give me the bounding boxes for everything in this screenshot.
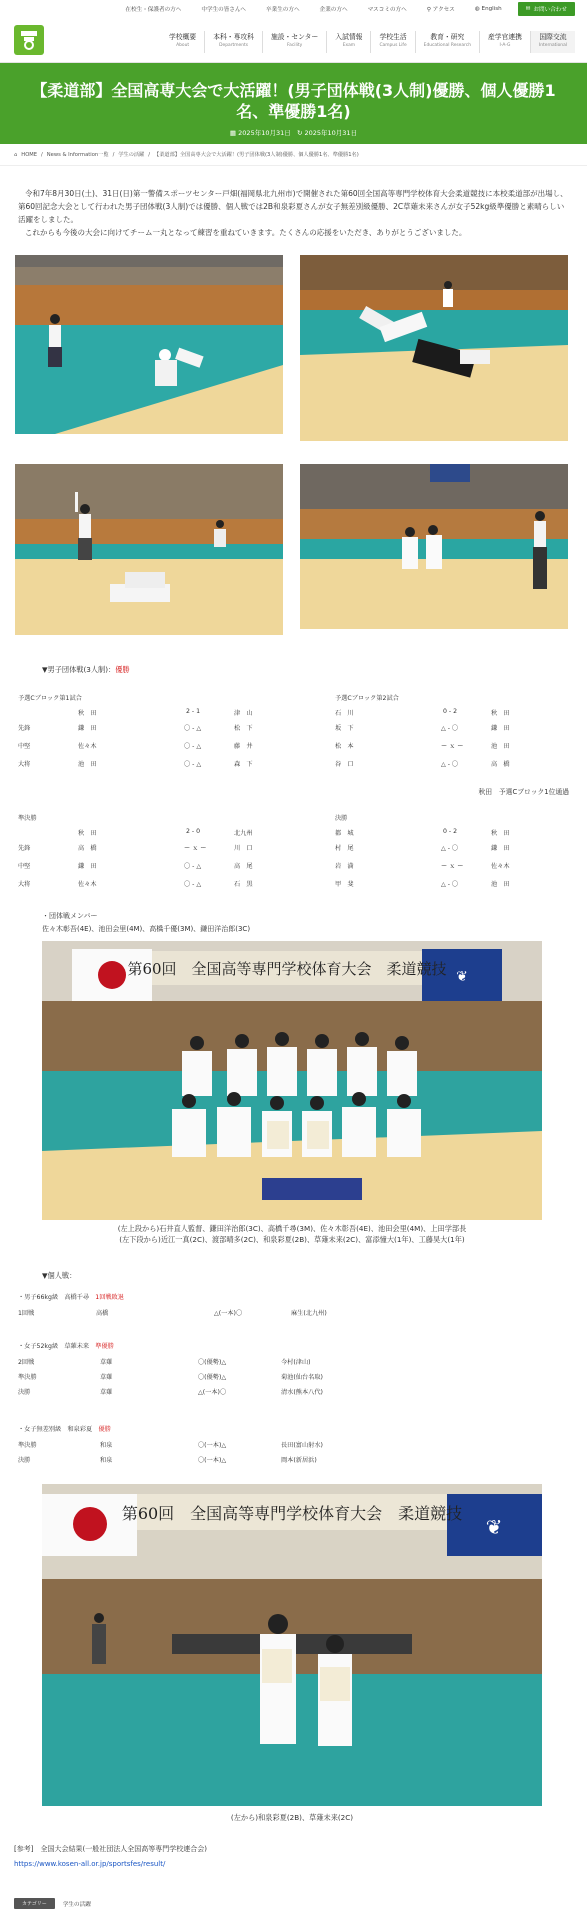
nav-label: 本科・専攻科 — [213, 33, 254, 41]
school-logo[interactable] — [14, 25, 44, 55]
nav-facility[interactable] — [262, 31, 326, 53]
bout-result: 〇 - △ — [184, 881, 202, 888]
caption-line-2: (左下段から)近江一真(2C)、渡部晴多(2C)、和泉彩夏(2B)、草薙未来(2C)、富添憧大(1年)、工藤昊大(1年) — [119, 1235, 465, 1244]
bout-position: 大将 — [18, 761, 31, 768]
individual-row — [18, 1308, 578, 1322]
bout-row — [335, 759, 575, 777]
match-result: △(一本)〇 — [198, 1389, 227, 1396]
reference-label: [参考] 全国大会結果(一般社団法人全国高等専門学校連合会) — [14, 1845, 207, 1853]
player-name: 草薙 — [100, 1359, 113, 1366]
nav-sublabel: Departments — [219, 43, 248, 48]
bout-row — [335, 843, 575, 861]
bout-table-prelim-1 — [18, 693, 278, 777]
photo-illustration — [42, 941, 542, 1220]
match-result: 〇(優勢)△ — [198, 1374, 227, 1381]
main-nav — [161, 31, 575, 53]
nav-sublabel: Facility — [287, 43, 303, 48]
team-home: 秋 田 — [78, 830, 97, 837]
bout-opponent: 藤 井 — [234, 743, 253, 750]
bout-player: 鎌 田 — [78, 863, 97, 870]
breadcrumb-home[interactable]: HOME — [21, 151, 38, 158]
group-label: ・女子無差別級 和泉彩夏 — [18, 1426, 93, 1433]
reference-link[interactable]: https://www.kosen-all.or.jp/sportsfes/result/ — [14, 1860, 166, 1868]
player-name: 高橋 — [96, 1310, 109, 1317]
group-photo-caption — [42, 1223, 542, 1245]
bout-row — [335, 723, 575, 741]
bout-player: 松 本 — [335, 743, 354, 750]
intro-paragraph: これからも今後の大会に向けてチーム一丸となって練習を重ねていきます。たくさんの応援をいただき、ありがとうございました。 — [25, 228, 467, 237]
bout-title: 予選Cブロック第2試合 — [335, 695, 399, 702]
bout-row — [18, 759, 278, 777]
bout-result: 〇 - △ — [184, 761, 202, 768]
match-result: △(一本)〇 — [214, 1310, 243, 1317]
nav-departments[interactable] — [204, 31, 262, 53]
bout-position: 先鋒 — [18, 845, 31, 852]
round-label: 準決勝 — [18, 1442, 37, 1449]
utility-link-junior-high[interactable]: 中学生の皆さんへ — [201, 6, 247, 13]
bout-opponent: 川 口 — [234, 845, 253, 852]
bout-result: 〇 - △ — [184, 863, 202, 870]
utility-link-companies[interactable]: 企業の方へ — [319, 6, 348, 13]
judo-photo-2 — [300, 255, 568, 441]
team-heading — [42, 665, 130, 675]
team-score: 2 - 0 — [186, 828, 201, 835]
banner-text: 第60回 全国高等専門学校体育大会 柔道競技 — [127, 960, 447, 978]
bout-result: △ - 〇 — [441, 845, 459, 852]
site-header — [0, 17, 587, 63]
nav-label: 国際交流 — [539, 33, 567, 41]
individual-row — [18, 1440, 578, 1455]
team-score: 0 - 2 — [443, 828, 458, 835]
team-home: 秋 田 — [78, 710, 97, 717]
nav-label: 学校生活 — [379, 33, 407, 41]
individual-winners-photo — [42, 1484, 542, 1806]
individual-row — [18, 1387, 578, 1402]
category-link[interactable]: 学生の活躍 — [62, 1901, 91, 1908]
bout-position: 中堅 — [18, 863, 31, 870]
bout-player: 高 橋 — [78, 845, 97, 852]
nav-sublabel: I-A-G — [499, 43, 511, 48]
opponent-name: 菊池(仙台名取) — [281, 1374, 323, 1381]
nav-sublabel: About — [176, 43, 190, 48]
breadcrumb-separator: / — [148, 151, 151, 158]
bout-opponent: 森 下 — [234, 761, 253, 768]
photo-illustration — [15, 255, 283, 434]
intro-paragraph: 令和7年8月30日(土)、31日(日)第一警備スポーツセンター戸畑(福岡県北九州市)で開催された第60回全国高等専門学校体育大会柔道競技に本校柔道部が出場し、第60回記念大会として行われた男子団体戦(3人制)では優勝、個人戦では2B和泉彩夏さんが女子無差別級優勝、2C草薙未来さんが女子52kg級準優勝と素晴らしい活躍をしました。 — [18, 189, 568, 224]
bout-player: 鎌 田 — [78, 725, 97, 732]
judo-photo-1 — [15, 255, 283, 434]
nav-about[interactable] — [161, 31, 204, 53]
access-label: アクセス — [432, 6, 455, 13]
bout-row — [335, 741, 575, 759]
bout-row — [18, 741, 278, 759]
nav-label: 産学官連携 — [487, 33, 522, 41]
match-result: 〇(一本)△ — [198, 1442, 227, 1449]
bout-opponent: 松 下 — [234, 725, 253, 732]
nav-label: 入試情報 — [335, 33, 363, 41]
page-title: 【柔道部】全国高専大会で大活躍！(男子団体戦(3人制)優勝、個人優勝1名、準優勝1名) — [31, 81, 556, 121]
breadcrumb-news[interactable]: News & Information一覧 — [46, 152, 109, 158]
svg-text:❦: ❦ — [456, 969, 468, 985]
team-score: 0 - 2 — [443, 708, 458, 715]
opponent-name: 清水(熊本八代) — [281, 1389, 323, 1396]
bout-opponent: 鎌 田 — [491, 845, 510, 852]
reference-section — [14, 1842, 207, 1872]
nav-campus-life[interactable] — [370, 31, 414, 53]
individual-group-52kg — [18, 1341, 578, 1402]
team-score: 2 - 1 — [186, 708, 201, 715]
nav-iag[interactable] — [479, 31, 530, 53]
mail-icon: ✉ — [525, 5, 531, 12]
nav-research[interactable] — [415, 31, 479, 53]
bout-row — [335, 879, 575, 897]
photo-illustration — [300, 255, 568, 441]
bout-position: 中堅 — [18, 743, 31, 750]
update-icon: ↻ — [296, 129, 303, 137]
breadcrumb-separator: / — [112, 151, 115, 158]
bout-opponent: 池 田 — [491, 881, 510, 888]
article-intro — [0, 166, 587, 239]
category-badge: カテゴリー — [14, 1898, 55, 1909]
breadcrumb-category[interactable]: 学生の活躍 — [118, 152, 145, 158]
round-label: 決勝 — [18, 1389, 31, 1396]
nav-label: 施設・センター — [270, 33, 319, 41]
nav-exam[interactable] — [326, 31, 370, 53]
bout-row — [335, 861, 575, 879]
group-result: 準優勝 — [95, 1343, 114, 1350]
team-away: 秋 田 — [491, 830, 510, 837]
logo-emblem-icon — [18, 29, 40, 51]
breadcrumb — [0, 144, 587, 166]
bout-opponent: 高 尾 — [234, 863, 253, 870]
bout-table-prelim-2 — [335, 693, 575, 777]
photo-illustration — [15, 464, 283, 635]
bout-position: 先鋒 — [18, 725, 31, 732]
bout-player: 佐々木 — [78, 743, 97, 750]
bout-opponent: 佐々木 — [491, 863, 510, 870]
nav-label: 学校概要 — [169, 33, 197, 41]
bout-player: 坂 下 — [335, 725, 354, 732]
nav-international[interactable] — [530, 31, 575, 53]
bout-title: 準決勝 — [18, 815, 37, 822]
individual-group-open — [18, 1424, 578, 1470]
player-name: 和泉 — [100, 1442, 113, 1449]
individual-heading: ▼個人戦： — [42, 1271, 77, 1280]
photo-illustration — [300, 464, 568, 629]
bout-position: 大将 — [18, 881, 31, 888]
published-date: 2025年10月31日 — [238, 129, 291, 137]
bout-result: △ - 〇 — [441, 761, 459, 768]
bout-player: 村 尾 — [335, 845, 354, 852]
team-away: 津 山 — [234, 710, 253, 717]
contact-button[interactable] — [518, 2, 575, 16]
utility-link-access[interactable] — [427, 5, 455, 13]
team-group-photo — [42, 941, 542, 1220]
player-name: 和泉 — [100, 1457, 113, 1464]
bout-row — [18, 723, 278, 741]
bout-result: ー ｘ ー — [441, 863, 464, 870]
qualification-note: 秋田 予選Cブロック1位通過 — [478, 788, 569, 796]
team-away: 北九州 — [234, 830, 253, 837]
utility-bar — [0, 0, 587, 17]
round-label: 準決勝 — [18, 1374, 37, 1381]
bout-opponent: 高 橋 — [491, 761, 510, 768]
opponent-name: 長田(富山射水) — [281, 1442, 323, 1449]
opponent-name: 今村(津山) — [281, 1359, 311, 1366]
breadcrumb-current: 【柔道部】全国高専大会で大活躍！(男子団体戦(3人制)優勝、個人優勝1名、準優勝1名) — [154, 152, 359, 158]
individual-row — [18, 1357, 578, 1372]
utility-link-students[interactable]: 在校生・保護者の方へ — [125, 6, 182, 13]
match-result: 〇(一本)△ — [198, 1457, 227, 1464]
bout-row — [18, 843, 278, 861]
globe-icon: ◍ — [474, 5, 480, 12]
bout-player: 佐々木 — [78, 881, 97, 888]
bout-result: △ - 〇 — [441, 881, 459, 888]
bout-row — [18, 861, 278, 879]
bout-title: 決勝 — [335, 815, 348, 822]
bout-table-final — [335, 813, 575, 897]
home-icon: ⌂ — [14, 151, 18, 158]
bout-player: 谷 口 — [335, 761, 354, 768]
utility-link-media[interactable]: マスコミの方へ — [367, 6, 407, 13]
bout-opponent: 鎌 田 — [491, 725, 510, 732]
article-hero — [0, 63, 587, 144]
individual-group-66kg — [18, 1292, 578, 1322]
members-label: ・団体戦メンバー — [42, 912, 98, 920]
bout-table-semifinal — [18, 813, 278, 897]
banner-text: 第60回 全国高等専門学校体育大会 柔道競技 — [121, 1504, 463, 1523]
bout-result: ー ｘ ー — [184, 845, 207, 852]
round-label: 決勝 — [18, 1457, 31, 1464]
bout-title: 予選Cブロック第1試合 — [18, 695, 82, 702]
group-label: ・女子52kg級 草薙未来 — [18, 1343, 90, 1350]
utility-link-english[interactable] — [475, 6, 502, 12]
bout-player: 池 田 — [78, 761, 97, 768]
judo-photo-3 — [15, 464, 283, 635]
team-home: 石 川 — [335, 710, 354, 717]
winners-photo-caption: (左から)和泉彩夏(2B)、草薙未来(2C) — [230, 1813, 354, 1822]
calendar-icon: ▦ — [229, 129, 237, 137]
team-home: 都 城 — [335, 830, 354, 837]
individual-row — [18, 1372, 578, 1387]
nav-sublabel: Campus Life — [379, 43, 407, 48]
match-result: 〇(優勢)△ — [198, 1359, 227, 1366]
bout-result: 〇 - △ — [184, 725, 202, 732]
members-list: 佐々木彰吾(4E)、池田会里(4M)、高橋千優(3M)、鎌田洋治郎(3C) — [42, 925, 251, 933]
opponent-name: 麻生(北九州) — [291, 1310, 327, 1317]
map-pin-icon: ⚲ — [426, 6, 431, 13]
team-result: 優勝 — [115, 665, 130, 674]
bout-opponent: 石 黒 — [234, 881, 253, 888]
english-label: English — [481, 5, 502, 12]
team-members — [42, 910, 250, 936]
contact-label: お問い合わせ — [533, 6, 567, 13]
player-name: 草薙 — [100, 1374, 113, 1381]
nav-label: 教育・研究 — [430, 33, 465, 41]
team-heading-label: ▼男子団体戦(3人制)： — [42, 665, 116, 674]
player-name: 草薙 — [100, 1389, 113, 1396]
individual-row — [18, 1455, 578, 1470]
bout-row — [18, 879, 278, 897]
utility-link-alumni[interactable]: 卒業生の方へ — [266, 6, 300, 13]
photo-illustration — [42, 1484, 542, 1806]
updated-date: 2025年10月31日 — [304, 129, 358, 137]
group-label: ・男子66kg級 高橋千尋 — [18, 1294, 90, 1301]
group-result: 1回戦敗退 — [95, 1294, 124, 1301]
svg-text:❦: ❦ — [485, 1515, 503, 1539]
bout-result: 〇 - △ — [184, 743, 202, 750]
group-result: 優勝 — [98, 1426, 111, 1433]
article-dates — [0, 128, 587, 137]
team-away: 秋 田 — [491, 710, 510, 717]
bout-player: 甲 斐 — [335, 881, 354, 888]
judo-photo-4 — [300, 464, 568, 629]
breadcrumb-separator: / — [41, 151, 43, 158]
bout-result: ー ｘ ー — [441, 743, 464, 750]
bout-result: △ - 〇 — [441, 725, 459, 732]
category-footer — [14, 1898, 91, 1909]
nav-sublabel: International — [538, 43, 567, 48]
bout-opponent: 池 田 — [491, 743, 510, 750]
bout-player: 岩 満 — [335, 863, 354, 870]
round-label: 1回戦 — [18, 1310, 35, 1317]
nav-sublabel: Educational Research — [423, 43, 471, 48]
caption-line-1: (左上段から)石井直人監督、鎌田洋治郎(3C)、高橋千尋(3M)、佐々木彰吾(4E)、池田会里(4M)、上田学部長 — [117, 1224, 467, 1233]
opponent-name: 岡本(新居浜) — [281, 1457, 317, 1464]
round-label: 2回戦 — [18, 1359, 35, 1366]
nav-sublabel: Exam — [342, 43, 356, 48]
